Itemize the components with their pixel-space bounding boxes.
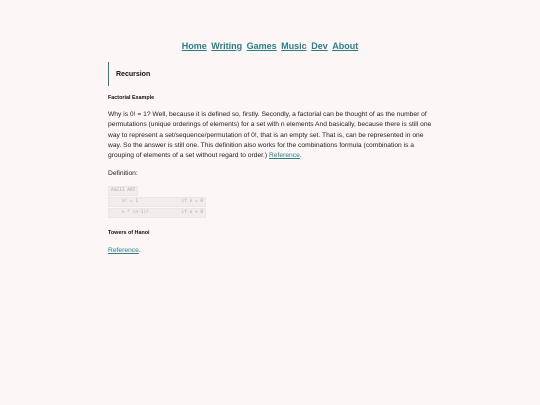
nav-link-dev[interactable]: Dev [311,41,328,51]
definition-label: Definition: [108,170,138,178]
code-line: n * (n-1)! if n > 0 [108,208,206,218]
nav-link-music[interactable]: Music [281,41,307,51]
factorial-paragraph-text: Why is 0! = 1? Well, because it is defined so, firstly. Secondly, a factorial can be thought of as the number of permutations (unique orderings of elements) for a set with n elements And basically, because there is still one way to represent a set/sequence/permutation of 0!, that is an empty set. That is, can be represented in one way. So the answer is still one. This definition also works for the combinations formula (combination is a grouping of elements of a set without regard to order.) [108,111,432,160]
factorial-paragraph: Why is 0! = 1? Well, because it is defined so, firstly. Secondly, a factorial can be thought of as the number of permutations (unique orderings of elements) for a set with n elements And basically, because there is still one way to represent a set/sequence/permutation of 0!, that is an empty set. That is, can be represented in one way. So the answer is still one. This definition also works for the combinations formula (combination is a grouping of elements of a set without regard to order.) Reference. [108,111,432,160]
page-title-block [108,62,438,86]
factorial-heading: Factorial Example [108,95,155,101]
nav-link-games[interactable]: Games [246,41,277,51]
page-title: Recursion [116,70,151,78]
main-nav [0,41,540,51]
code-line: ASCII ART [108,186,138,196]
nav-link-writing[interactable]: Writing [211,41,243,51]
hanoi-heading: Towers of Hanoi [108,229,150,236]
code-block [108,186,438,219]
nav-link-home[interactable]: Home [181,41,207,51]
main-content [108,62,438,256]
hanoi-reference-link[interactable]: Reference [108,246,139,254]
nav-link-about[interactable]: About [332,41,359,51]
code-line: n! = 1 if n = 0 [108,197,206,207]
hanoi-reference: Reference. [108,246,141,254]
factorial-reference-link[interactable]: Reference [268,152,300,160]
